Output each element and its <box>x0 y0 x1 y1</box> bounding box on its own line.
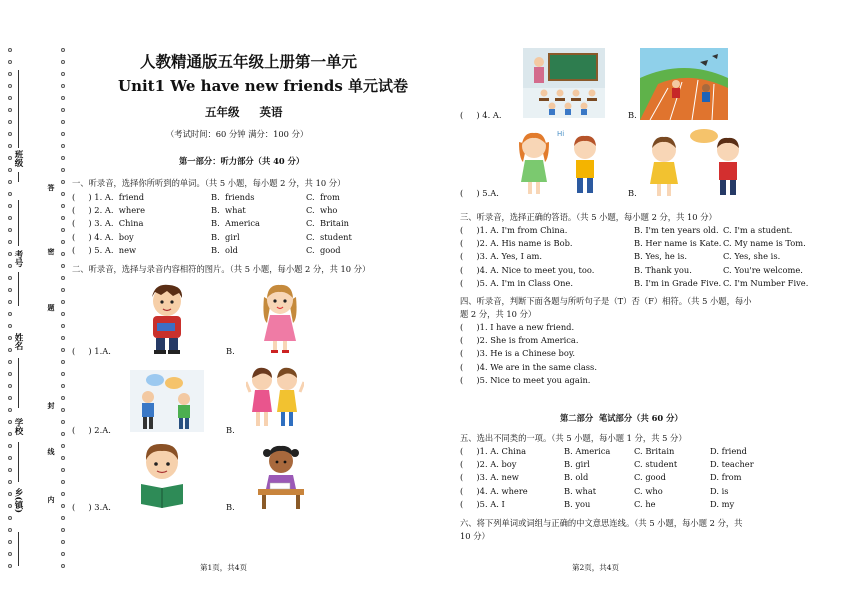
section4-heading-line1: 四、听录音，判断下面各题与所听句子是（T）否（F）相符。（共 5 小题，每小 <box>460 296 752 306</box>
binding-dot <box>8 528 12 532</box>
binding-dot <box>61 384 65 388</box>
field-exam-no-line <box>18 200 19 246</box>
binding-dot <box>8 132 12 136</box>
section2-q2-b: B. <box>226 425 235 435</box>
field-exam-no-line-tail <box>18 272 19 306</box>
binding-dot <box>61 84 65 88</box>
section4-statement: ( )1. I have a new friend. <box>460 322 575 332</box>
section5-option-b: B. what <box>564 485 597 496</box>
grade-subject: 五年级 英语 <box>205 105 283 119</box>
section3-option-a: ( )3. A. Yes, I am. <box>460 251 543 262</box>
section1-option-a: ( ) 4. A. boy <box>72 231 134 242</box>
binding-dot <box>61 288 65 292</box>
binding-dot <box>61 420 65 424</box>
page-footer-right: 第2页，共4页 <box>572 563 620 572</box>
section4-heading-line2: 题 2 分，共 10 分） <box>460 309 537 319</box>
section5-option-d: D. friend <box>710 446 747 456</box>
binding-dot <box>61 144 65 148</box>
section4-statement: ( )4. We are in the same class. <box>460 361 597 372</box>
girl-writing-image <box>256 443 306 509</box>
binding-dot <box>61 132 65 136</box>
binding-dot <box>61 396 65 400</box>
page-footer-left: 第1页，共4页 <box>200 563 248 572</box>
classroom-image <box>523 48 605 118</box>
section1-heading: 一、听录音，选择你所听到的单词。（共 5 小题，每小题 2 分，共 10 分） <box>72 178 346 188</box>
section5-option-b: B. old <box>564 472 589 483</box>
section3-option-b: B. Thank you. <box>634 264 692 275</box>
binding-dot <box>61 480 65 484</box>
binding-dot <box>61 348 65 352</box>
field-class-line-tail <box>18 172 19 182</box>
binding-dot <box>8 60 12 64</box>
binding-dot <box>61 192 65 196</box>
section2-heading: 二、听录音，选择与录音内容相符的图片。（共 5 小题，每小题 2 分，共 10 分） <box>72 264 371 274</box>
section1-option-b: B. old <box>211 244 238 255</box>
field-class-label: 班级 <box>13 150 23 167</box>
section5-option-c: C. Britain <box>634 446 675 456</box>
binding-dot <box>8 228 12 232</box>
section5-option-b: B. America <box>564 446 611 456</box>
section3-option-b: B. I'm in Grade Five. <box>634 277 722 288</box>
section1-option-b: B. girl <box>211 231 240 242</box>
section5-option-d: D. is <box>710 485 729 496</box>
section3-option-c: C. My name is Tom. <box>723 238 806 249</box>
section2-q4: ( ) 4. A. <box>460 110 502 120</box>
section2-q5-b: B. <box>628 188 637 198</box>
field-town-label: 乡(镇) <box>13 488 23 514</box>
binding-dot <box>8 300 12 304</box>
boys-talking-image <box>130 370 204 432</box>
field-school-label: 学校 <box>13 418 23 435</box>
section2-q5: ( ) 5.A. <box>460 188 499 198</box>
running-race-image <box>640 48 728 120</box>
exam-time-info: （考试时间：60 分钟 满分：100 分） <box>166 129 309 139</box>
binding-dot <box>8 288 12 292</box>
section2-q1-b: B. <box>226 346 235 356</box>
binding-dot <box>61 552 65 556</box>
binding-dot <box>61 492 65 496</box>
binding-dot <box>61 540 65 544</box>
section2-q4-b: B. <box>628 110 637 120</box>
binding-dot <box>8 552 12 556</box>
section3-option-a: ( )5. A. I'm in Class One. <box>460 277 573 288</box>
binding-dot <box>61 120 65 124</box>
section5-option-b: B. girl <box>564 459 590 470</box>
binding-dot <box>8 276 12 280</box>
section1-option-a: ( ) 2. A. where <box>72 205 145 216</box>
kids-greeting-image <box>640 128 750 198</box>
binding-dot <box>8 96 12 100</box>
binding-dot <box>8 168 12 172</box>
dot-column-inner <box>60 48 66 568</box>
section3-option-c: C. Yes, she is. <box>723 251 781 262</box>
binding-dot <box>61 444 65 448</box>
section5-option-c: C. student <box>634 459 678 470</box>
field-exam-no-label: 考号 <box>13 250 23 267</box>
section1-option-c: C. student <box>306 231 352 242</box>
section5-option-c: C. he <box>634 498 656 509</box>
section5-option-a: ( )4. A. where <box>460 485 528 496</box>
section1-option-c: C. who <box>306 205 338 216</box>
title-cn: 人教精通版五年级上册第一单元 <box>140 52 358 71</box>
binding-dot <box>8 216 12 220</box>
section3-option-b: B. I'm ten years old. <box>634 225 719 235</box>
section1-option-c: C. good <box>306 244 341 255</box>
binding-dot <box>61 468 65 472</box>
binding-dot <box>61 432 65 436</box>
part1-title: 第一部分：听力部分（共 40 分） <box>179 156 305 166</box>
binding-dot <box>61 504 65 508</box>
binding-dot <box>61 108 65 112</box>
boy-cartoon-image <box>143 283 191 355</box>
binding-dot <box>8 120 12 124</box>
section3-option-a: ( )1. A. I'm from China. <box>460 225 568 235</box>
section5-option-c: C. good <box>634 472 666 483</box>
seal-char-xian: 线 <box>47 448 56 455</box>
binding-dot <box>61 72 65 76</box>
section3-option-a: ( )2. A. His name is Bob. <box>460 238 573 249</box>
binding-dot <box>61 336 65 340</box>
binding-dot <box>61 564 65 568</box>
section5-option-a: ( )1. A. China <box>460 446 527 456</box>
binding-dot <box>8 192 12 196</box>
binding-dot <box>61 300 65 304</box>
field-school-line <box>18 442 19 482</box>
field-name-line <box>18 358 19 408</box>
binding-dot <box>8 540 12 544</box>
section5-option-a: ( )2. A. boy <box>460 459 517 470</box>
binding-dot <box>8 240 12 244</box>
girl-cartoon-image <box>258 283 302 355</box>
binding-dot <box>61 96 65 100</box>
section5-option-d: D. my <box>710 498 735 509</box>
binding-dot <box>8 564 12 568</box>
section2-q2: ( ) 2.A. <box>72 425 111 435</box>
title-en: Unit1 We have new friends 单元试卷 <box>118 77 409 95</box>
binding-dot <box>8 516 12 520</box>
section3-option-b: B. Yes, he is. <box>634 251 688 262</box>
section3-option-c: C. I'm a student. <box>723 225 793 235</box>
binding-dot <box>8 144 12 148</box>
seal-char-nei: 内 <box>47 496 56 503</box>
section1-option-b: B. what <box>211 205 246 216</box>
binding-dot <box>8 312 12 316</box>
section5-option-d: D. from <box>710 472 742 483</box>
field-name-label: 姓名 <box>13 333 23 350</box>
binding-dot <box>61 60 65 64</box>
section3-heading: 三、听录音，选择正确的答语。（共 5 小题，每小题 2 分，共 10 分） <box>460 212 717 222</box>
section1-option-b: B. friends <box>211 192 255 202</box>
section1-option-b: B. America <box>211 218 260 229</box>
part2-title: 第二部分 笔试部分（共 60 分） <box>560 413 683 423</box>
binding-dot <box>61 240 65 244</box>
field-class-line <box>18 70 19 148</box>
section5-heading: 五、选出不同类的一项。（共 5 小题，每小题 1 分，共 5 分） <box>460 433 687 443</box>
section3-option-a: ( )4. A. Nice to meet you, too. <box>460 264 595 275</box>
binding-dot <box>61 408 65 412</box>
section1-option-a: ( ) 3. A. China <box>72 218 144 229</box>
binding-dot <box>61 216 65 220</box>
seal-char-feng: 封 <box>47 402 56 409</box>
binding-dot <box>61 276 65 280</box>
binding-dot <box>61 156 65 160</box>
girls-waving-image <box>246 362 304 432</box>
section5-option-a: ( )3. A. new <box>460 472 519 483</box>
binding-dot <box>61 360 65 364</box>
binding-dot <box>8 444 12 448</box>
svg-text:Hi: Hi <box>557 130 565 138</box>
binding-dot <box>61 324 65 328</box>
binding-dot <box>8 396 12 400</box>
binding-dot <box>8 84 12 88</box>
binding-dot <box>8 204 12 208</box>
binding-dot <box>61 180 65 184</box>
binding-dot <box>61 528 65 532</box>
section1-option-c: C. Britain <box>306 218 349 229</box>
section3-option-c: C. I'm Number Five. <box>723 277 809 288</box>
binding-dot <box>8 48 12 52</box>
binding-dot <box>8 384 12 388</box>
section3-option-b: B. Her name is Kate. <box>634 238 722 249</box>
section2-q3-b: B. <box>226 502 235 512</box>
section1-option-c: C. from <box>306 192 340 202</box>
binding-dot <box>61 372 65 376</box>
binding-dot <box>61 204 65 208</box>
binding-dot <box>61 228 65 232</box>
section6-heading-line2: 10 分） <box>460 531 490 541</box>
section3-option-c: C. You're welcome. <box>723 264 803 275</box>
binding-dot <box>8 180 12 184</box>
binding-dot <box>61 48 65 52</box>
section5-option-b: B. you <box>564 498 591 509</box>
section2-q3: ( ) 3.A. <box>72 502 111 512</box>
seal-char-da: 答 <box>47 184 56 191</box>
binding-dot <box>61 312 65 316</box>
binding-dot <box>61 168 65 172</box>
binding-dot <box>61 264 65 268</box>
boy-reading-image <box>137 440 187 510</box>
seal-char-mi: 密 <box>47 248 56 255</box>
binding-dot <box>8 360 12 364</box>
section4-statement: ( )2. She is from America. <box>460 335 579 346</box>
section2-q1: ( ) 1.A. <box>72 346 111 356</box>
section5-option-d: D. teacher <box>710 459 754 470</box>
section1-option-a: ( ) 5. A. new <box>72 244 137 255</box>
binding-dot <box>8 456 12 460</box>
binding-dot <box>61 456 65 460</box>
section5-option-a: ( )5. A. I <box>460 498 505 509</box>
section4-statement: ( )3. He is a Chinese boy. <box>460 348 576 359</box>
binding-dot <box>8 408 12 412</box>
binding-dot <box>8 72 12 76</box>
binding-dot <box>61 516 65 520</box>
binding-dot <box>8 372 12 376</box>
binding-dot <box>8 108 12 112</box>
binding-dot <box>8 324 12 328</box>
binding-dot <box>8 480 12 484</box>
section5-option-c: C. who <box>634 485 663 496</box>
section4-statement: ( )5. Nice to meet you again. <box>460 374 591 385</box>
binding-dot <box>8 468 12 472</box>
kids-saying-hi-image <box>515 128 607 196</box>
seal-char-ti: 题 <box>47 304 56 311</box>
field-town-line <box>18 532 19 566</box>
binding-dot <box>61 252 65 256</box>
section1-option-a: ( ) 1. A. friend <box>72 192 145 202</box>
section6-heading-line1: 六、将下列单词或词组与正确的中文意思连线。（共 5 小题，每小题 2 分，共 <box>460 518 743 528</box>
